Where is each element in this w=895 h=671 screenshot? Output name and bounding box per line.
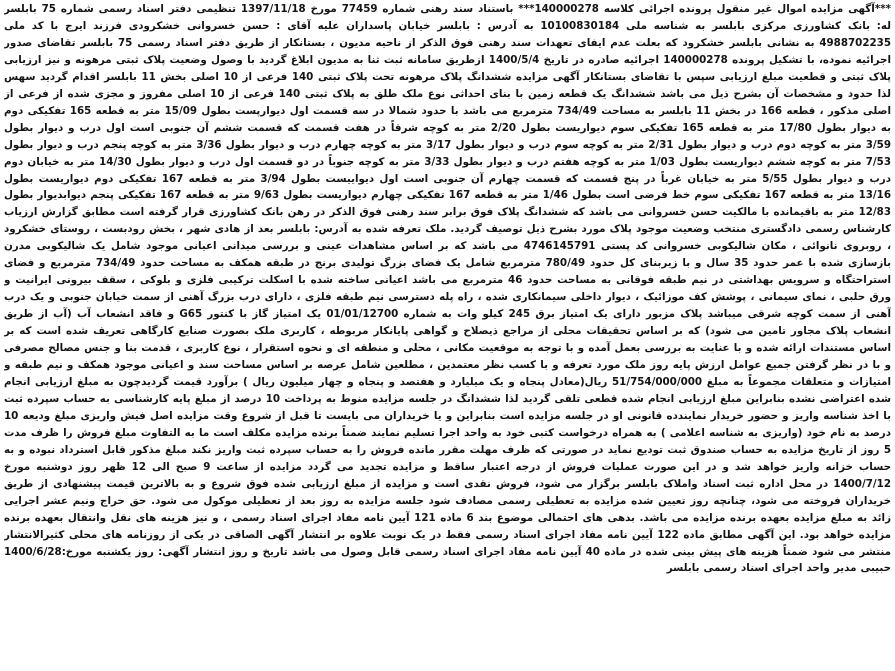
auction-notice-text: ***آگهی مزایده اموال غیر منقول پرونده اجرائی کلاسه 140000278*** باستناد سند رهنی شماره 77459 مورخ 1397/11/18 تنظیمی دفتر اسناد رسمی شماره 75 بابلسر له: بانک کشاورزی مرکزی بابلسر به شناسه ملی 10100830184 به آدرس : بابلسر خیابان پاسداران علیه آقای : حسن خسروانی خشکرودی فرزند ایرج با کد ملی 4988702235 به نشانی بابلسر خشکرود که بعلت عدم ایفای تعهدات سند رهنی فوق الذکر از ناحیه مدیون ، بستانکار از طریق دفتر اسناد رسمی 75 بابلسر تقاضای صدور اجرائیه نموده، با تشکیل پرونده 140000278 اجرائیه صادره در تاریخ 1400/5/4 ازطریق سامانه ثبت ثنا به مدیون ابلاغ گردید با وصول وضعیت پلاک ثبتی مرهونه و نیز ارزیابی پلاک ثبتی و قطعیت مبلغ ارزیابی سپس با تقاضای بستانکار آگهی مزایده ششدانگ پلاک مرهونه تحت پلاک ثبتی 140 فرعی از 10 اصلی بخش 11 بابلسر اقدام گردید سهس لذا حدود و مشخصات آن بشرح ذیل می باشد ششدانگ یک قطعه زمین با بنای احداثی نوع ملک طلق به پلاک ثبتی 140 فرعی از 10 اصلی مفروز و مجزی شده از فرعی از اصلی مذکور ، قطعه 166 در بخش 11 بابلسر به مساحت 734/49 مترمربع می باشد با حدود شمالا در سه قسمت اول دیوارپست بطول 15/09 متر به قطعه 165 تفکیکی دوم به دیوار بطول 17/80 متر به قطعه 165 تفکیکی سوم دیواریست بطول 2/20 متر به کوچه شرقاً در هفت قسمت که قسمت ششم آن جنوبی است اول درب و دیوار بطول 3/59 متر به کوچه دوم درب و دیوار بطول 2/31 متر به کوچه سوم درب و دیوار بطول 3/17 متر به کوچه چهارم درب و دیوار بطول 3/36 متر به کوچه پنجم درب و دیوار بطول 7/53 متر به کوچه ششم دیواریست بطول 1/03 متر به کوچه هفتم درب و دیوار بطول 3/33 متر به کوچه جنوباً در دو قسمت اول درب و دیوار بطول 14/30 متر به خیابان دوم درب و دیوار بطول 5/55 متر به خیابان غرباً در پنج قسمت که قسمت چهارم آن جنوبی است اول دیواییست بطول 3/94 متر به قطعه 167 تفکیکی دوم دیواریست بطول 13/16 متر به قطعه 167 تفکیکی سوم خط فرضی است بطول 1/46 متر به قطعه 167 تفکیکی چهارم دیواریست بطول 9/63 متر به قطعه 167 تفکیکی پنجم دیوابدیوار بطول 12/83 متر به باقیمانده با مالکیت حسن خسروانی می باشد که ششدانگ پلاک فوق برابر سند رهنی فوق الذکر در رهن بانک کشاورزی قرار گرفته است مطابق گزارش ارزیاب کارشناس رسمی دادگستری منتخب وضعیت موجود پلاک مورد بشرح ذیل توصیف گردید. ملک تعرفه شده به آدرس: بابلسر بعد از هادی شهر ، بخش رودبست ، روستای خشکرود ، روبروی نانوائی ، مکان شالیکوبی خسروانی کد پستی 4746145791 می باشد که بر اساس مشاهدات عینی و بررسی میدانی اعیانی موجود شامل یک شالیکوبی مدرن بازسازی شده با عمر حدود 35 سال و با زیربنای کل حدود 780/49 مترمربع شامل یک فضای بزرگ تولیدی برنج در طبقه همکف به مساحت حدود 734/49 مترمربع و فضای استراحتگاه و سرویس بهداشتی در نیم طبقه فوقانی به مساحت حدود 46 مترمربع می باشد اعیانی ساخته شده با اسکلت ترکیبی فلزی و بلوکی ، سقف بیرونی ایرانیت و ورق حلبی ، نمای سیمانی ، پوشش کف موزائیک ، دیوار داخلی سیمانکاری شده ، راه پله دسترسی نیم طبقه فلزی ، دارای درب بزرگ آهنی از سمت خیابان جنوبی و یک درب آهنی از سمت کوچه شرقی میباشد پلاک مزبور دارای یک امتیاز برق 245 کیلو وات به شماره 01/01/12700 یک امتیاز گاز با کنتور G65 و فاقد انشعاب آب (آب از طریق انشعاب پلاک مجاور تامین می شود) که بر اساس تحقیقات محلی از مراجع ذیصلاح و گواهی پایانکار مربوطه ، کاربری ملک بصورت صنایع کارگاهی تعریف شده است که بر اساس مستندات ارائه شده و با عنایت به بررسی بعمل آمده و با توجه به موقعیت مکانی ، محلی و منطقه ای و نحوه استقرار ، نوع کاربری ، قدمت بنا و جنس مصالح مصرفی و با در نظر گرفتن جمیع عوامل ارزش پایه روز ملک مورد تعرفه و با کسب نظر معتمدین ، مطلعین شامل عرصه بر اساس مساحت سند و اعیانی موجود همکف و نیم طبقه و امتیازات و متعلقات مجموعاً به مبلغ 51/754/000/000 ریال(معادل پنجاه و یک میلیارد و هفتصد و پنجاه و چهار میلیون ریال ) برآورد قیمت گردیدچون به مبلغ ارزیابی انجام شده اعتراضی نشده بنابراین مبلغ ارزیابی انجام شده قطعی تلقی گردید لذا ششدانگ در جلسه مزایده منوط به پرداخت 10 درصد از مبلغ پایه کارشناسی به حساب سپرده ثبت با اخذ شناسه واریز و حضور خریدار نمایندده قانونی او در جلسه مزایده است بنابراین و یا خریداران می بایست تا قبل از شروع وقت مزایده اصل فیش واریزی مبلغ ودیعه 10 درصد به نام خود (واریزی به شناسه اعلامی ) به همراه درخواست کتبی خود به واحد اجرا تسلیم نمایند ضمناً برنده مزایده مکلف است ما به التفاوت مبلغ فروش را ظرف مدت 5 روز از تاریخ مزایده به حساب صندوق ثبت تودیع نماید در صورتی که ظرف مهلت مقرر مانده فروش را به حساب سپرده ثبت واریز نکند مبلغ مذکور قابل استرداد نبوده و به حساب خزانه واریز خواهد شد و در این صورت عملیات فروش از درجه اعتبار ساقط و مزایده تجدید می گردد مزایده از ساعت 9 صبح الی 12 ظهر روز دوشنبه مورخ 1400/7/12 در محل اداره ثبت اسناد واملاک بابلسر برگزار می شود، فروش نقدی است و مزایده از مبلغ ارزیابی شده فوق شروع و به بالاترین قیمت پیشنهادی از طریق خریداران فروخته می شود، چنانچه روز تعیین شده مزایده به تعطیلی رسمی مصادف شود جلسه مزایده به روز بعد از تعطیلی موکول می شود. حق حراج ونیم عشر اجرایی زائد به مبلغ مزایده بعهده برنده مزایده می باشد. بدهی های احتمالی موضوع بند 6 ماده 121 آیین نامه مفاد اجرای اسناد رسمی ، و نیز هزینه های نقل وانتقال بعهده برنده مزایده خواهد بود. این آگهی مطابق ماده 122 آیین نامه مفاد اجرای اسناد رسمی فقط در یک نوبت علاوه بر انتشار آگهی الصاقی در یکی از روزنامه های محلی کثیرالانتشار منتشر می شود ضمناً هزینه های پیش بینی شده در ماده 40 آیین نامه مفاد اجرای اسناد رسمی قابل وصول می باشد تاریخ و روز انتشار آگهی: روز یکشنبه مورخ:1400/6/28 حبیبی مدیر واحد اجرای اسناد رسمی بابلسر [4, 3, 891, 575]
